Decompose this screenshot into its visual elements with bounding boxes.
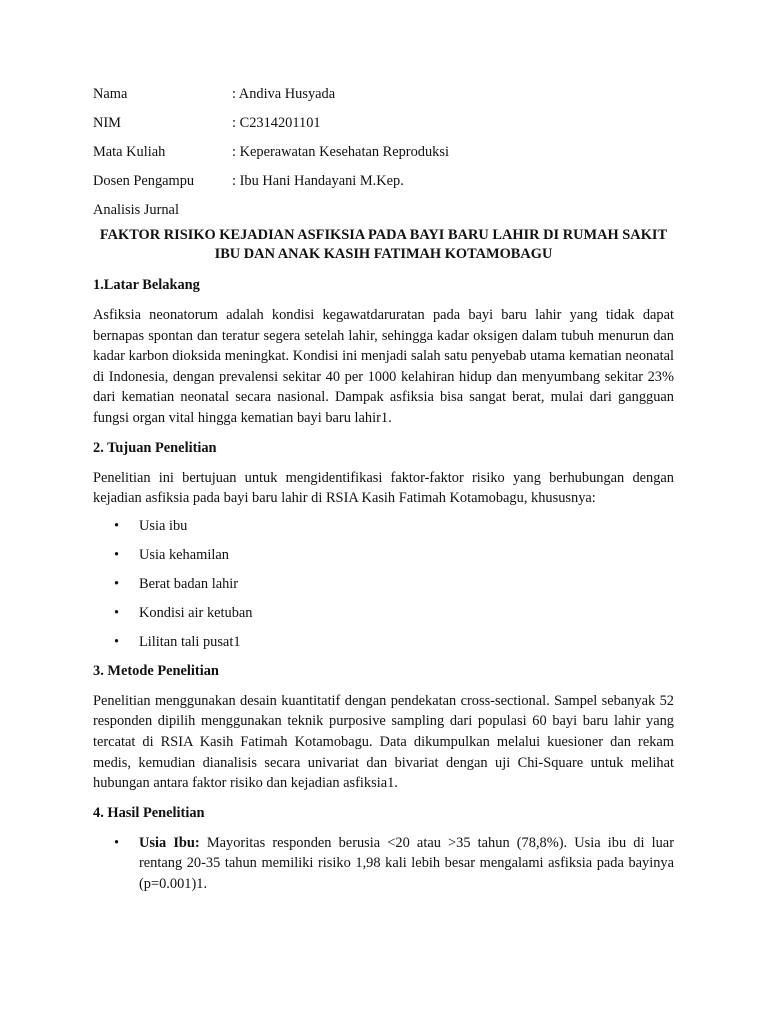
list-item-text: Usia kehamilan bbox=[139, 546, 229, 563]
list-item bbox=[93, 833, 674, 895]
objective-list bbox=[93, 517, 674, 652]
section-paragraph: Asfiksia neonatorum adalah kondisi kegawatdaruratan pada bayi baru lahir yang tidak dapat bernapas spontan dan teratur segera setelah lahir, sehingga kadar oksigen dalam tubuh menurun dan kadar karbon dioksida meningkat. Kondisi ini menjadi salah satu penyebab utama kematian neonatal di Indonesia, dengan prevalensi sekitar 40 per 1000 kelahiran hidup dan menyumbang sekitar 23% dari kematian neonatal secara nasional. Dampak asfiksia bisa sangat berat, mulai dari gangguan fungsi organ vital hingga kematian bayi baru lahir1. bbox=[93, 307, 674, 426]
info-value: : Andiva Husyada bbox=[232, 86, 336, 102]
info-block bbox=[93, 86, 674, 226]
list-item bbox=[93, 633, 674, 652]
result-label: Usia Ibu: bbox=[139, 834, 200, 851]
list-item bbox=[93, 546, 674, 565]
list-item-text: Lilitan tali pusat1 bbox=[139, 633, 241, 650]
info-label: NIM bbox=[93, 115, 121, 131]
info-row-mata-kuliah bbox=[93, 144, 674, 173]
section-heading: 1.Latar Belakang bbox=[93, 277, 200, 293]
info-row-dosen bbox=[93, 173, 674, 202]
bullet-icon: • bbox=[114, 517, 120, 534]
section-paragraph: Penelitian ini bertujuan untuk mengidentifikasi faktor-faktor risiko yang berhubungan dengan kejadian asfiksia pada bayi baru lahir di RSIA Kasih Fatimah Kotamobagu, khususnya: bbox=[93, 469, 674, 507]
section-background bbox=[93, 276, 674, 429]
info-value: : C2314201101 bbox=[232, 115, 321, 131]
info-label: Nama bbox=[93, 86, 128, 102]
section-heading: 3. Metode Penelitian bbox=[93, 662, 219, 679]
list-item bbox=[93, 604, 674, 623]
info-value: : Keperawatan Kesehatan Reproduksi bbox=[232, 144, 449, 160]
document-title: FAKTOR RISIKO KEJADIAN ASFIKSIA PADA BAYI BARU LAHIR DI RUMAH SAKIT IBU DAN ANAK KASIH FATIMAH KOTAMOBAGU bbox=[99, 227, 668, 262]
bullet-icon: • bbox=[114, 633, 120, 650]
info-row-nim bbox=[93, 115, 674, 144]
document-page bbox=[93, 86, 674, 895]
bullet-icon: • bbox=[114, 546, 120, 563]
result-text: Mayoritas responden berusia <20 atau >35 tahun (78,8%). Usia ibu di luar rentang 20-35 tahun memiliki risiko 1,98 kali lebih besar mengalami asfiksia pada bayinya (p=0.001)1. bbox=[139, 834, 674, 892]
results-list bbox=[93, 833, 674, 895]
list-item-text: Kondisi air ketuban bbox=[139, 604, 253, 621]
list-item-text: Usia ibu bbox=[139, 517, 188, 534]
bullet-icon: • bbox=[114, 604, 120, 621]
list-item bbox=[93, 517, 674, 536]
info-label: Mata Kuliah bbox=[93, 144, 166, 160]
list-item bbox=[93, 575, 674, 594]
section-method bbox=[93, 662, 674, 794]
info-label: Dosen Pengampu bbox=[93, 173, 195, 189]
bullet-icon: • bbox=[114, 575, 120, 592]
info-row-nama bbox=[93, 86, 674, 115]
list-item-text: Berat badan lahir bbox=[139, 575, 239, 592]
section-objective bbox=[93, 439, 674, 652]
info-value: : Ibu Hani Handayani M.Kep. bbox=[232, 173, 404, 189]
section-heading: 2. Tujuan Penelitian bbox=[93, 439, 217, 456]
section-heading: 4. Hasil Penelitian bbox=[93, 804, 205, 821]
document-type: Analisis Jurnal bbox=[93, 202, 179, 218]
section-paragraph: Penelitian menggunakan desain kuantitatif dengan pendekatan cross-sectional. Sampel sebanyak 52 responden dipilih menggunakan teknik purposive sampling dari populasi 60 bayi baru lahir yang tercatat di RSIA Kasih Fatimah Kotamobagu. Data dikumpulkan melalui kuesioner dan rekam medis, kemudian dianalisis secara univariat dan bivariat dengan uji Chi-Square untuk melihat hubungan antara faktor risiko dan kejadian asfiksia1. bbox=[93, 692, 674, 792]
section-results bbox=[93, 804, 674, 895]
bullet-icon: • bbox=[114, 834, 120, 851]
